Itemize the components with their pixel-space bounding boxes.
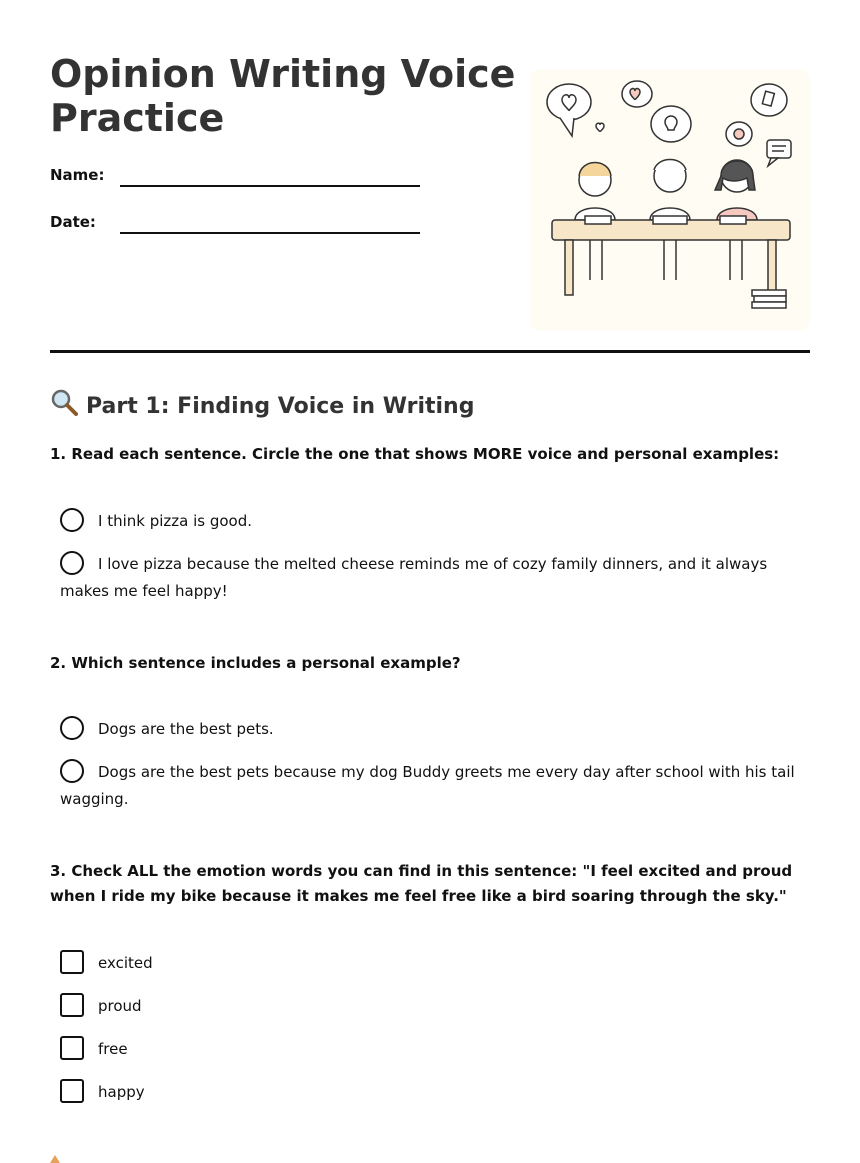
checkbox[interactable] (60, 1036, 84, 1060)
question-1-prompt: 1. Read each sentence. Circle the one that shows MORE voice and personal examples: (50, 445, 780, 463)
question-3-option-4[interactable] (60, 1079, 805, 1106)
question-1-option-1[interactable] (60, 508, 805, 535)
question-3-option-3[interactable] (60, 1036, 805, 1063)
part1-heading-text: Part 1: Finding Voice in Writing (86, 393, 475, 419)
option-text: I think pizza is good. (98, 512, 253, 530)
date-label: Date: (50, 213, 96, 231)
name-label: Name: (50, 166, 105, 184)
next-section-icon (50, 1155, 60, 1163)
radio-circle[interactable] (60, 508, 84, 532)
radio-circle[interactable] (60, 759, 84, 783)
page-title: Opinion Writing Voice Practice (50, 52, 516, 140)
name-line[interactable] (120, 185, 420, 187)
question-2-prompt: 2. Which sentence includes a personal example? (50, 654, 461, 672)
question-2-option-1[interactable] (60, 716, 805, 743)
option-text: I love pizza because the melted cheese reminds me of cozy family dinners, and it always makes me feel happy! (60, 555, 768, 600)
option-text: free (98, 1040, 128, 1058)
checkbox[interactable] (60, 1079, 84, 1103)
date-line[interactable] (120, 232, 420, 234)
illustration-svg (530, 70, 810, 330)
option-text: proud (98, 997, 142, 1015)
option-text: Dogs are the best pets because my dog Buddy greets me every day after school with his tail wagging. (60, 763, 795, 808)
question-3-prompt: 3. Check ALL the emotion words you can find in this sentence: "I feel excited and proud when I ride my bike because it makes me feel free like a bird soaring through the sky." (50, 862, 793, 905)
option-text: happy (98, 1083, 145, 1101)
children-writing-illustration (530, 70, 810, 330)
question-1-option-2[interactable] (60, 551, 805, 605)
checkbox[interactable] (60, 950, 84, 974)
option-text: Dogs are the best pets. (98, 720, 274, 738)
header-divider (50, 350, 810, 353)
radio-circle[interactable] (60, 551, 84, 575)
question-3-option-1[interactable] (60, 950, 805, 977)
part1-heading (50, 388, 474, 425)
question-2-option-2[interactable] (60, 759, 805, 813)
magnifying-glass-icon (50, 388, 78, 425)
radio-circle[interactable] (60, 716, 84, 740)
option-text: excited (98, 954, 153, 972)
question-3-option-2[interactable] (60, 993, 805, 1020)
checkbox[interactable] (60, 993, 84, 1017)
